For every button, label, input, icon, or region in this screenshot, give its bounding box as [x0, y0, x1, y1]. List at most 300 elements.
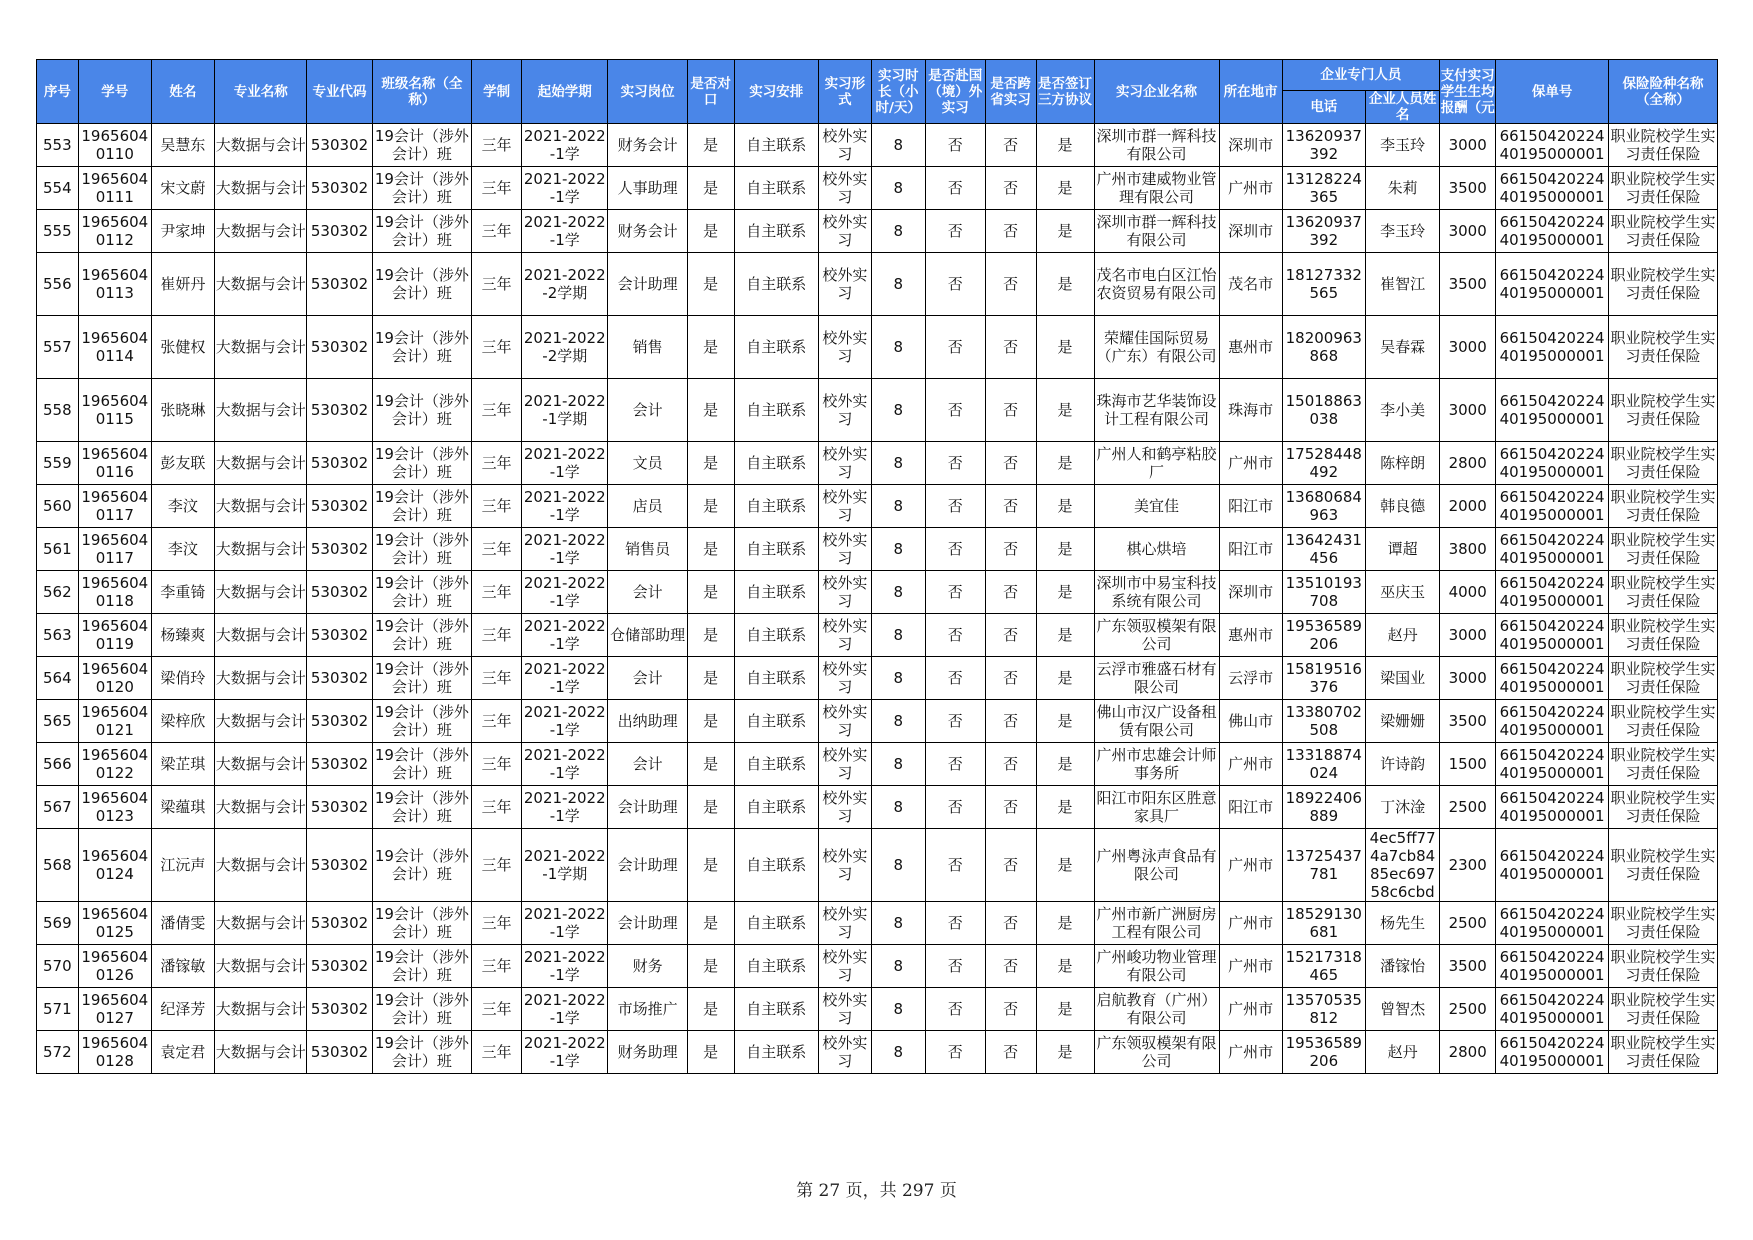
cell-insurance-name: 职业院校学生实习责任保险	[1609, 700, 1718, 743]
table-row	[37, 657, 1718, 700]
cell-arrangement: 自主联系	[734, 316, 818, 379]
cell-internship-form: 校外实习	[818, 253, 871, 316]
cell-is-matched: 是	[687, 829, 734, 902]
cell-company-name: 广东领驭模架有限公司	[1094, 614, 1219, 657]
cell-is-abroad: 否	[925, 379, 985, 442]
cell-start-term: 2021-2022-1学	[522, 902, 608, 945]
cell-is-cross-province: 否	[985, 210, 1036, 253]
cell-major-name: 大数据与会计	[214, 167, 307, 210]
cell-start-term: 2021-2022-1学	[522, 1031, 608, 1074]
cell-arrangement: 自主联系	[734, 786, 818, 829]
cell-pay: 3000	[1440, 657, 1496, 700]
cell-major-code: 530302	[307, 528, 372, 571]
cell-start-term: 2021-2022-1学	[522, 124, 608, 167]
cell-is-abroad: 否	[925, 442, 985, 485]
cell-pay: 2500	[1440, 902, 1496, 945]
cell-student-name: 宋文蔚	[151, 167, 214, 210]
cell-company-contact: 曾智杰	[1366, 988, 1440, 1031]
cell-daily-hours: 8	[871, 528, 925, 571]
cell-company-name: 云浮市雅盛石材有限公司	[1094, 657, 1219, 700]
cell-internship-post: 财务会计	[608, 210, 687, 253]
cell-arrangement: 自主联系	[734, 988, 818, 1031]
cell-school-system: 三年	[472, 379, 522, 442]
cell-major-code: 530302	[307, 1031, 372, 1074]
cell-policy-number: 6615042022440195000001	[1496, 485, 1609, 528]
cell-start-term: 2021-2022-1学	[522, 167, 608, 210]
cell-is-matched: 是	[687, 528, 734, 571]
cell-major-code: 530302	[307, 442, 372, 485]
cell-school-system: 三年	[472, 988, 522, 1031]
table-row	[37, 1031, 1718, 1074]
cell-row-number: 570	[37, 945, 79, 988]
cell-insurance-name: 职业院校学生实习责任保险	[1609, 253, 1718, 316]
cell-is-tripartite: 是	[1036, 829, 1094, 902]
cell-company-name: 珠海市艺华装饰设计工程有限公司	[1094, 379, 1219, 442]
cell-company-name: 广州市忠雄会计师事务所	[1094, 743, 1219, 786]
header-cell-term: 起始学期	[522, 60, 608, 124]
cell-internship-post: 会计	[608, 743, 687, 786]
cell-school-system: 三年	[472, 1031, 522, 1074]
cell-is-abroad: 否	[925, 614, 985, 657]
cell-start-term: 2021-2022-1学	[522, 700, 608, 743]
table-row	[37, 442, 1718, 485]
cell-school-system: 三年	[472, 945, 522, 988]
cell-daily-hours: 8	[871, 902, 925, 945]
cell-pay: 2500	[1440, 988, 1496, 1031]
cell-company-contact: 赵丹	[1366, 614, 1440, 657]
cell-is-matched: 是	[687, 1031, 734, 1074]
header-cell-post: 实习岗位	[608, 60, 687, 124]
cell-internship-post: 文员	[608, 442, 687, 485]
cell-company-phone: 13620937392	[1282, 210, 1365, 253]
cell-company-phone: 13510193708	[1282, 571, 1365, 614]
cell-internship-form: 校外实习	[818, 167, 871, 210]
cell-pay: 3000	[1440, 316, 1496, 379]
table-row	[37, 210, 1718, 253]
header-cell-arrangement: 实习安排	[734, 60, 818, 124]
cell-class-name: 19会计（涉外会计）班	[372, 743, 472, 786]
header-cell-abroad: 是否赴国（境）外实习	[925, 60, 985, 124]
cell-company-phone: 15819516376	[1282, 657, 1365, 700]
cell-daily-hours: 8	[871, 253, 925, 316]
cell-is-abroad: 否	[925, 829, 985, 902]
cell-internship-form: 校外实习	[818, 379, 871, 442]
cell-student-id: 19656040114	[78, 316, 151, 379]
cell-school-system: 三年	[472, 124, 522, 167]
header-cell-hours: 实习时长（小时/天）	[871, 60, 925, 124]
cell-class-name: 19会计（涉外会计）班	[372, 210, 472, 253]
cell-is-cross-province: 否	[985, 614, 1036, 657]
cell-pay: 3000	[1440, 124, 1496, 167]
cell-start-term: 2021-2022-1学	[522, 786, 608, 829]
cell-company-name: 荣耀佳国际贸易（广东）有限公司	[1094, 316, 1219, 379]
cell-is-tripartite: 是	[1036, 167, 1094, 210]
cell-is-abroad: 否	[925, 700, 985, 743]
cell-company-phone: 15217318465	[1282, 945, 1365, 988]
cell-school-system: 三年	[472, 316, 522, 379]
cell-student-id: 19656040118	[78, 571, 151, 614]
cell-company-phone: 18127332565	[1282, 253, 1365, 316]
cell-insurance-name: 职业院校学生实习责任保险	[1609, 829, 1718, 902]
cell-company-phone: 13318874024	[1282, 743, 1365, 786]
header-cell-cross-province: 是否跨省实习	[985, 60, 1036, 124]
cell-insurance-name: 职业院校学生实习责任保险	[1609, 786, 1718, 829]
table-body	[37, 124, 1718, 1074]
cell-arrangement: 自主联系	[734, 379, 818, 442]
cell-is-matched: 是	[687, 442, 734, 485]
cell-policy-number: 6615042022440195000001	[1496, 743, 1609, 786]
cell-policy-number: 6615042022440195000001	[1496, 253, 1609, 316]
cell-class-name: 19会计（涉外会计）班	[372, 167, 472, 210]
cell-pay: 3000	[1440, 379, 1496, 442]
cell-city: 广州市	[1219, 829, 1282, 902]
cell-start-term: 2021-2022-1学	[522, 528, 608, 571]
cell-row-number: 553	[37, 124, 79, 167]
cell-policy-number: 6615042022440195000001	[1496, 528, 1609, 571]
cell-city: 惠州市	[1219, 316, 1282, 379]
cell-student-name: 李汶	[151, 528, 214, 571]
cell-daily-hours: 8	[871, 442, 925, 485]
cell-company-phone: 13380702508	[1282, 700, 1365, 743]
cell-city: 广州市	[1219, 442, 1282, 485]
cell-city: 广州市	[1219, 1031, 1282, 1074]
cell-major-code: 530302	[307, 253, 372, 316]
cell-company-name: 深圳市群一辉科技有限公司	[1094, 124, 1219, 167]
cell-internship-post: 会计助理	[608, 786, 687, 829]
cell-row-number: 568	[37, 829, 79, 902]
cell-is-abroad: 否	[925, 253, 985, 316]
header-cell-major: 专业名称	[214, 60, 307, 124]
cell-company-contact: 吴春霖	[1366, 316, 1440, 379]
cell-is-cross-province: 否	[985, 316, 1036, 379]
cell-internship-post: 人事助理	[608, 167, 687, 210]
header-cell-tripartite: 是否签订三方协议	[1036, 60, 1094, 124]
header-cell-policy: 保单号	[1496, 60, 1609, 124]
cell-daily-hours: 8	[871, 657, 925, 700]
cell-city: 佛山市	[1219, 700, 1282, 743]
cell-is-matched: 是	[687, 902, 734, 945]
cell-arrangement: 自主联系	[734, 829, 818, 902]
cell-student-id: 19656040120	[78, 657, 151, 700]
cell-student-id: 19656040110	[78, 124, 151, 167]
cell-daily-hours: 8	[871, 700, 925, 743]
cell-insurance-name: 职业院校学生实习责任保险	[1609, 614, 1718, 657]
cell-is-tripartite: 是	[1036, 485, 1094, 528]
cell-internship-form: 校外实习	[818, 485, 871, 528]
cell-city: 深圳市	[1219, 124, 1282, 167]
cell-is-cross-province: 否	[985, 1031, 1036, 1074]
cell-internship-post: 店员	[608, 485, 687, 528]
cell-is-abroad: 否	[925, 902, 985, 945]
cell-row-number: 559	[37, 442, 79, 485]
cell-insurance-name: 职业院校学生实习责任保险	[1609, 571, 1718, 614]
cell-is-cross-province: 否	[985, 571, 1036, 614]
cell-major-name: 大数据与会计	[214, 379, 307, 442]
cell-row-number: 554	[37, 167, 79, 210]
cell-company-name: 广州市建威物业管理有限公司	[1094, 167, 1219, 210]
cell-student-id: 19656040119	[78, 614, 151, 657]
cell-school-system: 三年	[472, 700, 522, 743]
header-cell-match: 是否对口	[687, 60, 734, 124]
cell-school-system: 三年	[472, 786, 522, 829]
header-cell-no: 序号	[37, 60, 79, 124]
cell-student-name: 江沅声	[151, 829, 214, 902]
cell-row-number: 571	[37, 988, 79, 1031]
cell-row-number: 567	[37, 786, 79, 829]
cell-is-tripartite: 是	[1036, 743, 1094, 786]
cell-school-system: 三年	[472, 614, 522, 657]
cell-is-matched: 是	[687, 614, 734, 657]
cell-major-name: 大数据与会计	[214, 528, 307, 571]
cell-arrangement: 自主联系	[734, 485, 818, 528]
cell-insurance-name: 职业院校学生实习责任保险	[1609, 743, 1718, 786]
cell-student-id: 19656040117	[78, 528, 151, 571]
cell-insurance-name: 职业院校学生实习责任保险	[1609, 528, 1718, 571]
cell-company-name: 广州市新广洲厨房工程有限公司	[1094, 902, 1219, 945]
cell-city: 广州市	[1219, 988, 1282, 1031]
cell-city: 阳江市	[1219, 528, 1282, 571]
cell-pay: 3500	[1440, 700, 1496, 743]
cell-company-contact: 梁国业	[1366, 657, 1440, 700]
cell-is-cross-province: 否	[985, 528, 1036, 571]
cell-daily-hours: 8	[871, 743, 925, 786]
cell-company-contact: 陈梓朗	[1366, 442, 1440, 485]
cell-student-name: 梁俏玲	[151, 657, 214, 700]
cell-arrangement: 自主联系	[734, 743, 818, 786]
cell-student-name: 崔妍丹	[151, 253, 214, 316]
cell-major-name: 大数据与会计	[214, 786, 307, 829]
cell-company-phone: 13725437781	[1282, 829, 1365, 902]
cell-arrangement: 自主联系	[734, 124, 818, 167]
cell-is-cross-province: 否	[985, 379, 1036, 442]
table-row	[37, 316, 1718, 379]
cell-is-tripartite: 是	[1036, 442, 1094, 485]
cell-start-term: 2021-2022-1学	[522, 988, 608, 1031]
cell-class-name: 19会计（涉外会计）班	[372, 485, 472, 528]
cell-pay: 3000	[1440, 614, 1496, 657]
cell-internship-post: 会计助理	[608, 902, 687, 945]
cell-company-contact: 杨先生	[1366, 902, 1440, 945]
cell-student-id: 19656040117	[78, 485, 151, 528]
header-cell-company: 实习企业名称	[1094, 60, 1219, 124]
cell-pay: 2800	[1440, 442, 1496, 485]
cell-company-phone: 13642431456	[1282, 528, 1365, 571]
cell-major-name: 大数据与会计	[214, 657, 307, 700]
table-row	[37, 528, 1718, 571]
cell-internship-post: 财务	[608, 945, 687, 988]
header-cell-student-id: 学号	[78, 60, 151, 124]
cell-school-system: 三年	[472, 485, 522, 528]
cell-row-number: 555	[37, 210, 79, 253]
cell-is-tripartite: 是	[1036, 124, 1094, 167]
cell-company-contact: 巫庆玉	[1366, 571, 1440, 614]
cell-is-cross-province: 否	[985, 786, 1036, 829]
cell-pay: 2500	[1440, 786, 1496, 829]
cell-major-name: 大数据与会计	[214, 253, 307, 316]
cell-is-matched: 是	[687, 743, 734, 786]
cell-student-id: 19656040122	[78, 743, 151, 786]
cell-company-phone: 13128224365	[1282, 167, 1365, 210]
cell-is-matched: 是	[687, 379, 734, 442]
cell-pay: 2000	[1440, 485, 1496, 528]
cell-internship-form: 校外实习	[818, 700, 871, 743]
cell-daily-hours: 8	[871, 485, 925, 528]
table-row	[37, 945, 1718, 988]
cell-student-name: 李重锜	[151, 571, 214, 614]
cell-policy-number: 6615042022440195000001	[1496, 614, 1609, 657]
internship-table	[36, 59, 1718, 1074]
cell-internship-post: 销售	[608, 316, 687, 379]
cell-daily-hours: 8	[871, 1031, 925, 1074]
cell-company-phone: 18529130681	[1282, 902, 1365, 945]
cell-arrangement: 自主联系	[734, 614, 818, 657]
cell-insurance-name: 职业院校学生实习责任保险	[1609, 167, 1718, 210]
cell-pay: 4000	[1440, 571, 1496, 614]
cell-is-matched: 是	[687, 700, 734, 743]
cell-daily-hours: 8	[871, 571, 925, 614]
cell-company-name: 棋心烘培	[1094, 528, 1219, 571]
cell-row-number: 556	[37, 253, 79, 316]
cell-school-system: 三年	[472, 743, 522, 786]
cell-internship-form: 校外实习	[818, 786, 871, 829]
cell-is-tripartite: 是	[1036, 571, 1094, 614]
cell-daily-hours: 8	[871, 210, 925, 253]
cell-major-code: 530302	[307, 167, 372, 210]
cell-start-term: 2021-2022-1学	[522, 945, 608, 988]
cell-company-phone: 17528448492	[1282, 442, 1365, 485]
cell-student-name: 彭友联	[151, 442, 214, 485]
table-row	[37, 902, 1718, 945]
cell-city: 广州市	[1219, 743, 1282, 786]
cell-policy-number: 6615042022440195000001	[1496, 124, 1609, 167]
cell-is-tripartite: 是	[1036, 316, 1094, 379]
cell-major-name: 大数据与会计	[214, 988, 307, 1031]
cell-row-number: 564	[37, 657, 79, 700]
cell-company-phone: 13570535812	[1282, 988, 1365, 1031]
cell-student-name: 张健权	[151, 316, 214, 379]
cell-arrangement: 自主联系	[734, 253, 818, 316]
cell-insurance-name: 职业院校学生实习责任保险	[1609, 124, 1718, 167]
cell-company-name: 阳江市阳东区胜意家具厂	[1094, 786, 1219, 829]
cell-start-term: 2021-2022-1学	[522, 210, 608, 253]
cell-school-system: 三年	[472, 829, 522, 902]
cell-company-name: 深圳市中易宝科技系统有限公司	[1094, 571, 1219, 614]
cell-is-tripartite: 是	[1036, 210, 1094, 253]
cell-is-tripartite: 是	[1036, 1031, 1094, 1074]
cell-major-name: 大数据与会计	[214, 1031, 307, 1074]
cell-company-contact: 李小美	[1366, 379, 1440, 442]
table-row	[37, 743, 1718, 786]
cell-class-name: 19会计（涉外会计）班	[372, 614, 472, 657]
header-cell-pay: 支付实习学生生均报酬（元	[1440, 60, 1496, 124]
cell-company-contact: 崔智江	[1366, 253, 1440, 316]
cell-major-name: 大数据与会计	[214, 614, 307, 657]
cell-student-name: 李汶	[151, 485, 214, 528]
cell-major-name: 大数据与会计	[214, 945, 307, 988]
cell-city: 广州市	[1219, 167, 1282, 210]
cell-major-name: 大数据与会计	[214, 571, 307, 614]
cell-row-number: 562	[37, 571, 79, 614]
cell-company-phone: 13620937392	[1282, 124, 1365, 167]
cell-internship-form: 校外实习	[818, 1031, 871, 1074]
cell-company-contact: 朱莉	[1366, 167, 1440, 210]
cell-is-cross-province: 否	[985, 829, 1036, 902]
cell-major-name: 大数据与会计	[214, 700, 307, 743]
cell-company-contact: 李玉玲	[1366, 210, 1440, 253]
cell-arrangement: 自主联系	[734, 442, 818, 485]
cell-is-matched: 是	[687, 571, 734, 614]
cell-company-name: 茂名市电白区江怡农资贸易有限公司	[1094, 253, 1219, 316]
cell-daily-hours: 8	[871, 614, 925, 657]
cell-major-code: 530302	[307, 571, 372, 614]
cell-company-name: 广州峻功物业管理有限公司	[1094, 945, 1219, 988]
cell-company-phone: 18922406889	[1282, 786, 1365, 829]
table-row	[37, 379, 1718, 442]
cell-is-cross-province: 否	[985, 485, 1036, 528]
cell-pay: 3500	[1440, 945, 1496, 988]
cell-company-phone: 19536589206	[1282, 614, 1365, 657]
table-row	[37, 253, 1718, 316]
cell-is-cross-province: 否	[985, 442, 1036, 485]
cell-major-code: 530302	[307, 614, 372, 657]
table-header	[37, 60, 1718, 124]
cell-student-name: 纪泽芳	[151, 988, 214, 1031]
cell-is-tripartite: 是	[1036, 786, 1094, 829]
cell-student-name: 梁蕴琪	[151, 786, 214, 829]
cell-daily-hours: 8	[871, 786, 925, 829]
cell-pay: 3500	[1440, 167, 1496, 210]
cell-is-cross-province: 否	[985, 902, 1036, 945]
cell-pay: 3000	[1440, 210, 1496, 253]
cell-internship-post: 销售员	[608, 528, 687, 571]
cell-student-name: 梁梓欣	[151, 700, 214, 743]
table-row	[37, 988, 1718, 1031]
cell-start-term: 2021-2022-1学	[522, 614, 608, 657]
table-row	[37, 124, 1718, 167]
cell-company-contact: 赵丹	[1366, 1031, 1440, 1074]
cell-internship-form: 校外实习	[818, 743, 871, 786]
cell-is-matched: 是	[687, 485, 734, 528]
cell-student-id: 19656040115	[78, 379, 151, 442]
cell-major-code: 530302	[307, 902, 372, 945]
cell-is-cross-province: 否	[985, 743, 1036, 786]
cell-policy-number: 6615042022440195000001	[1496, 571, 1609, 614]
header-cell-company-staff: 企业专门人员	[1282, 60, 1440, 91]
cell-is-tripartite: 是	[1036, 379, 1094, 442]
cell-daily-hours: 8	[871, 124, 925, 167]
cell-is-matched: 是	[687, 988, 734, 1031]
cell-city: 深圳市	[1219, 571, 1282, 614]
cell-internship-form: 校外实习	[818, 528, 871, 571]
cell-arrangement: 自主联系	[734, 571, 818, 614]
cell-school-system: 三年	[472, 253, 522, 316]
cell-pay: 2800	[1440, 1031, 1496, 1074]
cell-class-name: 19会计（涉外会计）班	[372, 902, 472, 945]
cell-policy-number: 6615042022440195000001	[1496, 786, 1609, 829]
cell-major-name: 大数据与会计	[214, 210, 307, 253]
cell-internship-form: 校外实习	[818, 829, 871, 902]
cell-major-name: 大数据与会计	[214, 316, 307, 379]
page-footer: 第 27 页，共 297 页	[796, 1181, 957, 1201]
cell-company-contact: 潘镓怡	[1366, 945, 1440, 988]
cell-student-name: 袁定君	[151, 1031, 214, 1074]
cell-is-cross-province: 否	[985, 700, 1036, 743]
cell-is-cross-province: 否	[985, 945, 1036, 988]
cell-pay: 3800	[1440, 528, 1496, 571]
cell-row-number: 569	[37, 902, 79, 945]
cell-student-name: 吴慧东	[151, 124, 214, 167]
header-cell-major-code: 专业代码	[307, 60, 372, 124]
